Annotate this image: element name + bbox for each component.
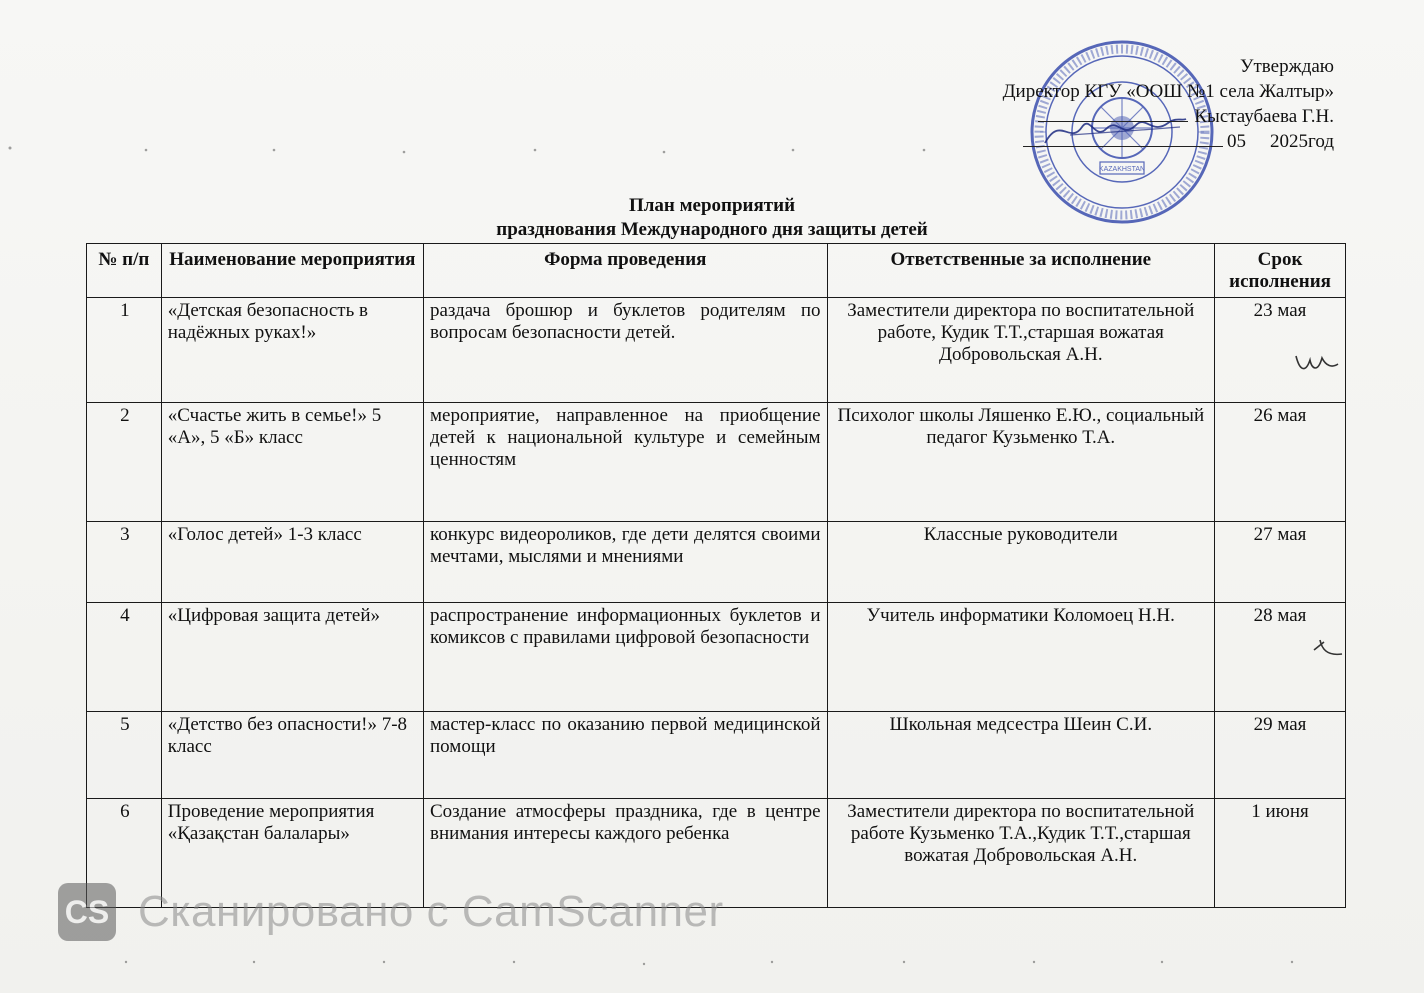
- header-form: Форма проведения: [424, 244, 828, 298]
- row-event-form: конкурс видеороликов, где дети делятся своими мечтами, мыслями и мнениями: [424, 522, 828, 603]
- table-header-row: [87, 244, 1346, 298]
- director-name: Кыстаубаева Г.Н.: [1194, 106, 1334, 127]
- row-event-name: Проведение мероприятия «Қазақстан балалары»: [161, 799, 423, 908]
- approval-date-line: [814, 129, 1334, 154]
- events-plan-table: [86, 243, 1346, 908]
- document-subtitle: празднования Международного дня защиты детей: [496, 219, 928, 240]
- row-responsible: Учитель информатики Коломоец Н.Н.: [827, 603, 1215, 712]
- handwritten-mark-icon: [1292, 346, 1342, 376]
- row-responsible: Школьная медсестра Шеин С.И.: [827, 712, 1215, 799]
- camscanner-logo-icon: CS: [58, 883, 116, 941]
- stamp-inner-text: KAZAKHSTAN: [1098, 166, 1146, 173]
- row-responsible: Заместители директора по воспитательной работе, Кудик Т.Т.,старшая вожатая Добровольская А.Н.: [827, 298, 1215, 403]
- row-responsible: Заместители директора по воспитательной работе Кузьменко Т.А.,Кудик Т.Т.,старшая вожатая Добровольская А.Н.: [827, 799, 1215, 908]
- approval-date-fragment: 05: [1227, 131, 1247, 152]
- camscanner-watermark: [58, 880, 724, 944]
- row-term: 29 мая: [1215, 712, 1346, 799]
- row-term: 26 мая: [1215, 403, 1346, 522]
- table-row: [87, 298, 1346, 403]
- row-responsible: Психолог школы Ляшенко Е.Ю., социальный педагог Кузьменко Т.А.: [827, 403, 1215, 522]
- row-event-name: «Цифровая защита детей»: [161, 603, 423, 712]
- row-event-form: раздача брошюр и буклетов родителям по вопросам безопасности детей.: [424, 298, 828, 403]
- row-event-form: мастер-класс по оказанию первой медицинской помощи: [424, 712, 828, 799]
- row-event-form: Создание атмосферы праздника, где в центре внимания интересы каждого ребенка: [424, 799, 828, 908]
- table-row: [87, 712, 1346, 799]
- row-num: 5: [87, 712, 162, 799]
- camscanner-watermark-text: Сканировано с CamScanner: [138, 887, 724, 936]
- header-responsible: Ответственные за исполнение: [827, 244, 1215, 298]
- row-num: 3: [87, 522, 162, 603]
- row-num: 4: [87, 603, 162, 712]
- approval-block: [814, 54, 1334, 154]
- table-row: [87, 522, 1346, 603]
- row-event-name: «Детство без опасности!» 7-8 класс: [161, 712, 423, 799]
- signature-underline: [1038, 107, 1188, 122]
- header-name: Наименование мероприятия: [161, 244, 423, 298]
- row-term: 28 мая: [1215, 603, 1346, 712]
- row-term: 27 мая: [1215, 522, 1346, 603]
- row-event-name: «Детская безопасность в надёжных руках!»: [161, 298, 423, 403]
- document-title: План мероприятий: [628, 195, 796, 216]
- row-num: 2: [87, 403, 162, 522]
- row-num: 6: [87, 799, 162, 908]
- row-term: 23 мая: [1215, 298, 1346, 403]
- row-event-form: распространение информационных буклетов и комиксов с правилами цифровой безопасности: [424, 603, 828, 712]
- row-event-name: «Голос детей» 1-3 класс: [161, 522, 423, 603]
- table-row: [87, 603, 1346, 712]
- row-term: 1 июня: [1215, 799, 1346, 908]
- header-num: № п/п: [87, 244, 162, 298]
- director-name-line: [814, 104, 1334, 129]
- row-event-name: «Счастье жить в семье!» 5 «А», 5 «Б» класс: [161, 403, 423, 522]
- handwritten-check-icon: [1310, 636, 1346, 662]
- table-row: [87, 403, 1346, 522]
- director-position: Директор КГУ «ООШ №1 села Жалтыр»: [1002, 81, 1334, 102]
- row-num: 1: [87, 298, 162, 403]
- row-event-form: мероприятие, направленное на приобщение детей к национальной культуре и семейным ценностям: [424, 403, 828, 522]
- row-responsible: Классные руководители: [827, 522, 1215, 603]
- header-term: Срок исполнения: [1215, 244, 1346, 298]
- date-underline: [1023, 132, 1223, 147]
- approve-label: Утверждаю: [1240, 56, 1334, 77]
- approval-year: 2025год: [1270, 131, 1334, 152]
